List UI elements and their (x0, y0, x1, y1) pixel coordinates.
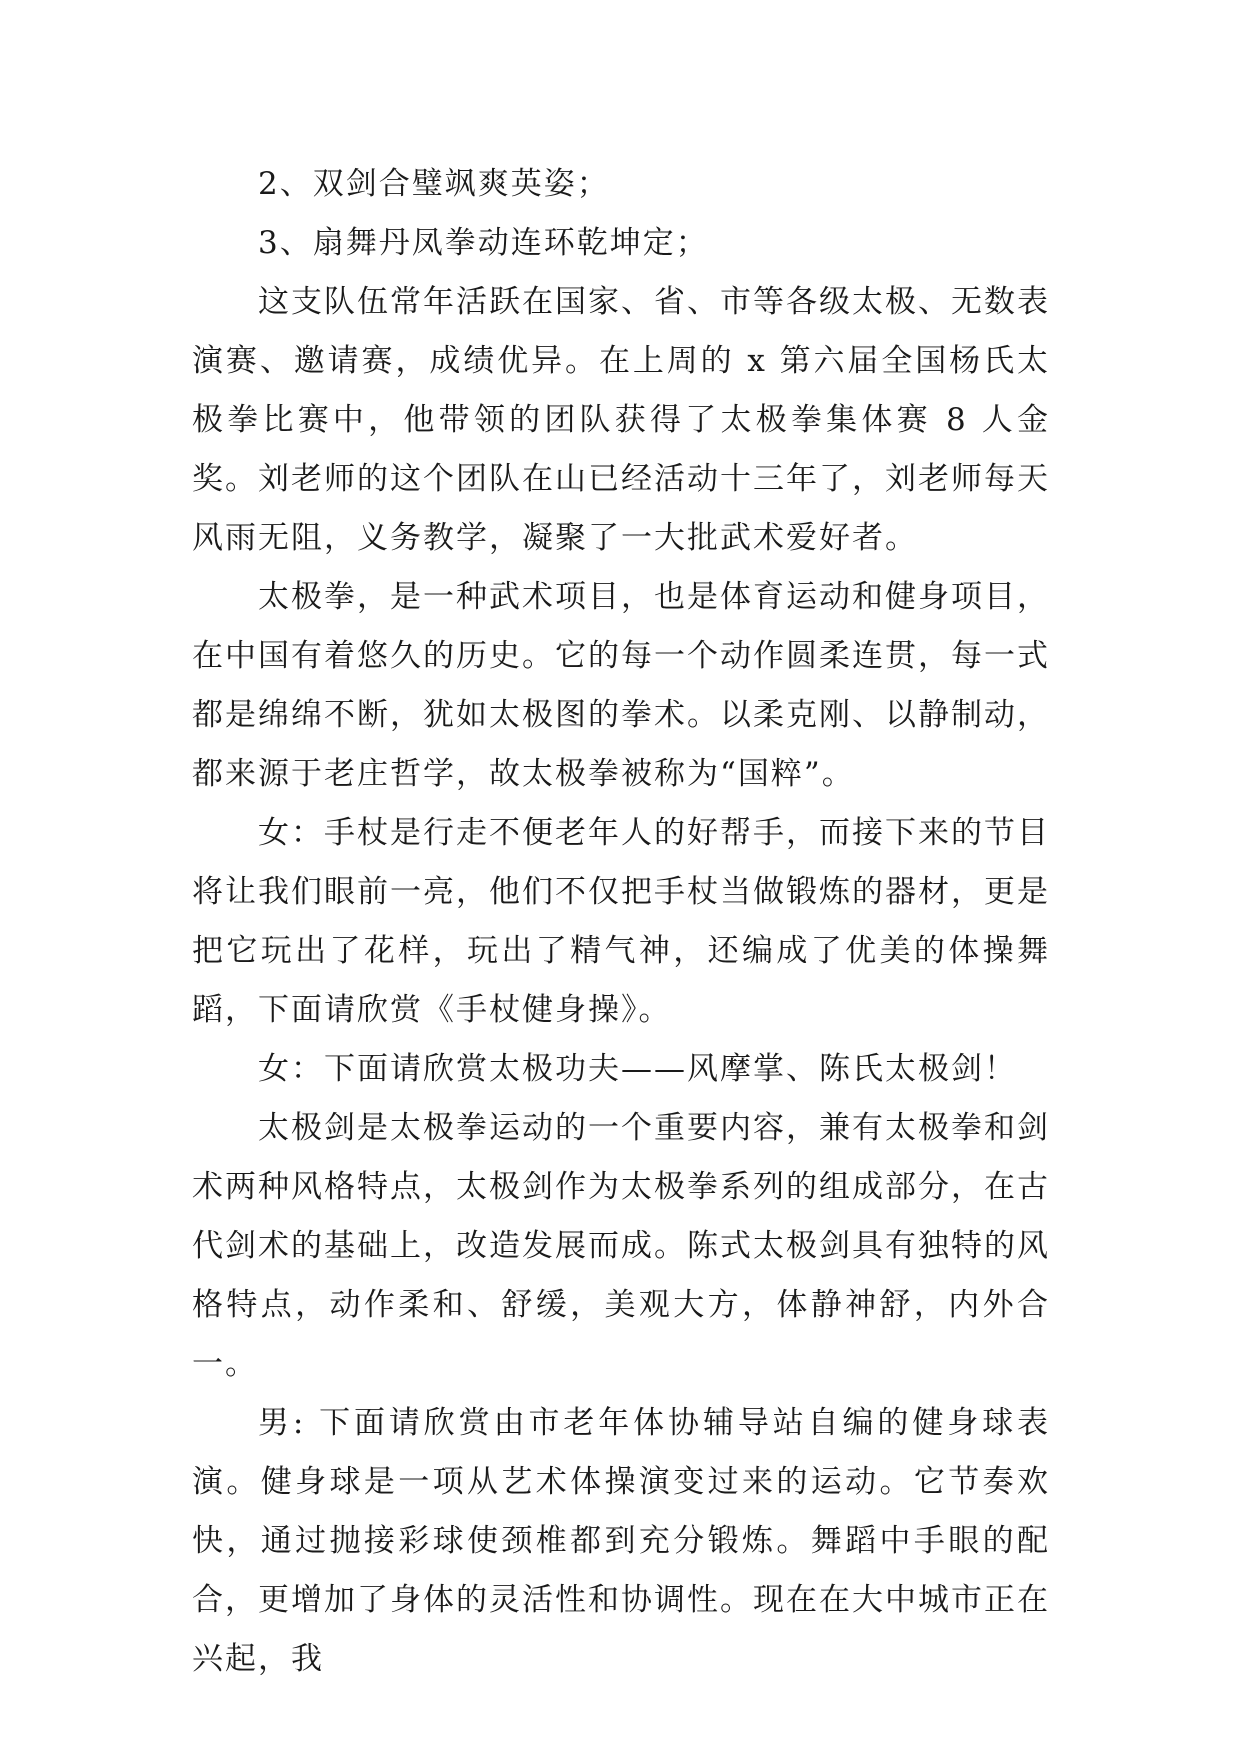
paragraph-item-3: 3、扇舞丹凤拳动连环乾坤定； (258, 225, 709, 261)
paragraph-taichi-sword: 太极剑是太极拳运动的一个重要内容，兼有太极拳和剑术两种风格特点，太极剑作为太极拳系列的组成部分，在古代剑术的基础上，改造发展而成。陈式太极剑具有独特的风格特点，动作柔和、舒缓，美观大方，体静神舒，内外合一。 (192, 1110, 1050, 1382)
paragraph-team-intro: 这支队伍常年活跃在国家、省、市等各级太极、无数表演赛、邀请赛，成绩优异。在上周的 x 第六届全国杨氏太极拳比赛中，他带领的团队获得了太极拳集体赛 8 人金奖。刘老师的这个团队在山已经活动十三年了，刘老师每天风雨无阻，义务教学，凝聚了一大批武术爱好者。 (192, 284, 1050, 556)
paragraph-kungfu-announcement: 女：下面请欣赏太极功夫——风摩掌、陈氏太极剑！ (258, 1051, 1017, 1087)
paragraph-fitness-ball: 男: 下面请欣赏由市老年体协辅导站自编的健身球表演。健身球是一项从艺术体操演变过来的运动。它节奏欢快，通过抛接彩球使颈椎都到充分锻炼。舞蹈中手眼的配合，更增加了身体的灵活性和协调性。现在在大中城市正在兴起，我 (192, 1405, 1050, 1677)
paragraph-taichi-intro: 太极拳，是一种武术项目，也是体育运动和健身项目，在中国有着悠久的历史。它的每一个动作圆柔连贯，每一式都是绵绵不断，犹如太极图的拳术。以柔克刚、以静制动，都来源于老庄哲学，故太极拳被称为“国粹”。 (192, 579, 1050, 792)
document-body (192, 155, 1050, 1689)
paragraph-cane-exercise: 女：手杖是行走不便老年人的好帮手，而接下来的节目将让我们眼前一亮，他们不仅把手杖当做锻炼的器材，更是把它玩出了花样，玩出了精气神，还编成了优美的体操舞蹈，下面请欣赏《手杖健身操》。 (192, 815, 1050, 1028)
paragraph-item-2: 2、双剑合璧飒爽英姿； (258, 166, 610, 202)
